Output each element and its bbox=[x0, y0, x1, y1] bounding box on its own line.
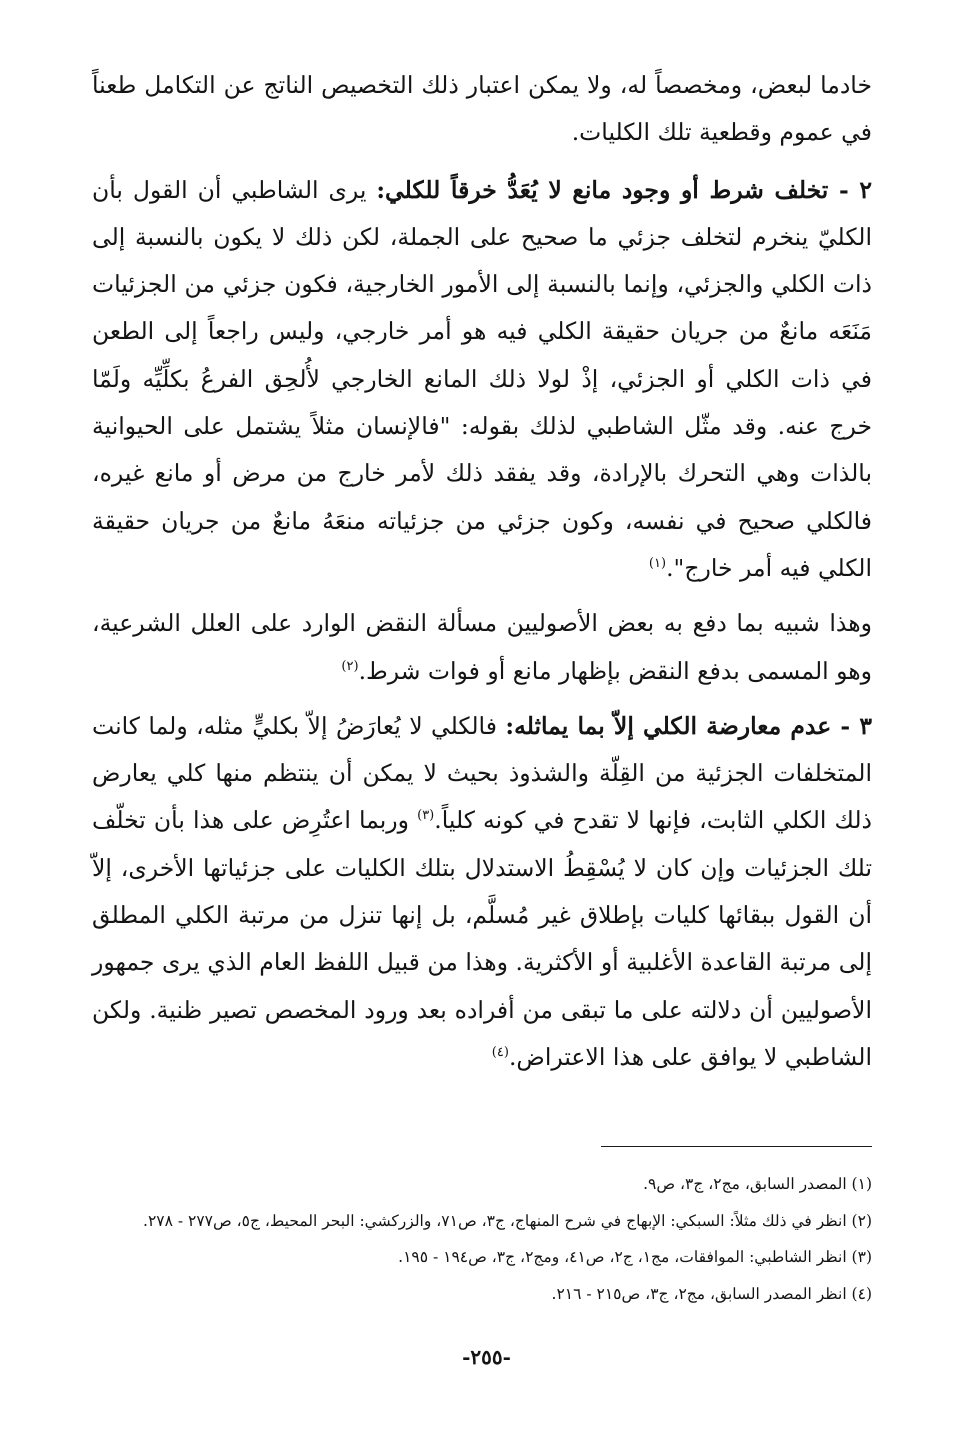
footnote-1: (١) المصدر السابق، مج٢، ج٣، ص٩. bbox=[643, 1175, 872, 1193]
paragraph-1 bbox=[92, 62, 872, 157]
footnote-separator bbox=[601, 1146, 872, 1147]
paragraph-2-text: يرى الشاطبي أن القول بأن الكليّ ينخرم لتخلف جزئي ما صحيح على الجملة، لكن ذلك لا يكون بالنسبة إلى ذات الكلي والجزئي، وإنما بالنسبة إلى الأمور الخارجية، فكون جزئي من الجزئيات مَنَعَه مانعٌ من جريان حقيقة الكلي فيه هو أمر خارجي، وليس راجعاً إلى الطعن في ذات الكلي أو الجزئي، إذْ لولا ذلك المانع الخارجي لأُلحِق الفرعُ بكلِّيِّه ولَمّا خرج عنه. وقد مثّل الشاطبي لذلك بقوله: "فالإنسان مثلاً يشتمل على الحيوانية بالذات وهي التحرك بالإرادة، وقد يفقد ذلك لأمر خارج من مرض أو مانع غيره، فالكلي صحيح في نفسه، وكون جزئي من جزئياته منعَهُ مانعٌ من جريان حقيقة الكلي فيه أمر خارج". bbox=[92, 175, 872, 582]
paragraph-4-text-a: فالكلي لا يُعارَضُ إلاّ بكليٍّ مثله، ولما كانت المتخلفات الجزئية من القِلّة والشذوذ بحيث لا يمكن أن ينتظم منها كلي يعارض ذلك الكلي الثابت، فإنها لا تقدح في كونه كلياً. bbox=[92, 711, 872, 835]
footnote-ref-1: (١) bbox=[648, 556, 667, 572]
main-text bbox=[92, 62, 872, 1081]
footnote-ref-3: (٣) bbox=[417, 808, 435, 824]
paragraph-3-text: وهذا شبيه بما دفع به بعض الأصوليين مسألة النقض الوارد على العلل الشرعية، وهو المسمى بدفع النقض بإظهار مانع أو فوات شرط. bbox=[92, 609, 872, 685]
footnote-ref-4: (٤) bbox=[491, 1045, 509, 1061]
page-number: -٢٥٥- bbox=[462, 1345, 511, 1369]
paragraph-4-text-b: وربما اعتُرِض على هذا بأن تخلّف تلك الجزئيات وإن كان لا يُسْقِطُ الاستدلال بتلك الكليات على جزئياتها الأخرى، إلاّ أن القول ببقائها كليات بإطلاق غير مُسلَّم، بل إنها تنزل من مرتبة الكلي المطلق إلى مرتبة القاعدة الأغلبية أو الأكثرية. وهذا من قبيل اللفظ العام الذي يرى جمهور الأصوليين أن دلالته على ما تبقى من أفراده بعد ورود المخصص تصير ظنية. ولكن الشاطبي لا يوافق على هذا الاعتراض. bbox=[92, 806, 872, 1071]
footnotes bbox=[92, 1166, 872, 1312]
paragraph-4 bbox=[92, 703, 872, 1081]
section-2-heading: ٢ - تخلف شرط أو وجود مانع لا يُعَدُّ خرقاً للكلي: bbox=[376, 175, 872, 204]
footnote-3: (٣) انظر الشاطبي: الموافقات، مج١، ج٢، ص٤١، ومج٢، ج٣، ص١٩٤ - ١٩٥. bbox=[398, 1248, 872, 1266]
footnote-ref-2: (٢) bbox=[341, 658, 359, 674]
paragraph-3 bbox=[92, 600, 872, 695]
paragraph-2 bbox=[92, 167, 872, 593]
section-3-heading: ٣ - عدم معارضة الكلي إلاّ بما يماثله: bbox=[505, 711, 872, 740]
paragraph-1-text: خادما لبعض، ومخصصاً له، ولا يمكن اعتبار ذلك التخصيص الناتج عن التكامل طعناً في عموم وقطعية تلك الكليات. bbox=[92, 71, 872, 147]
footnote-2: (٢) انظر في ذلك مثلاً: السبكي: الإبهاج في شرح المنهاج، ج٣، ص٧١، والزركشي: البحر المحيط، ج٥، ص٢٧٧ - ٢٧٨. bbox=[143, 1211, 872, 1230]
footnote-4: (٤) انظر المصدر السابق، مج٢، ج٣، ص٢١٥ - ٢١٦. bbox=[551, 1284, 872, 1303]
